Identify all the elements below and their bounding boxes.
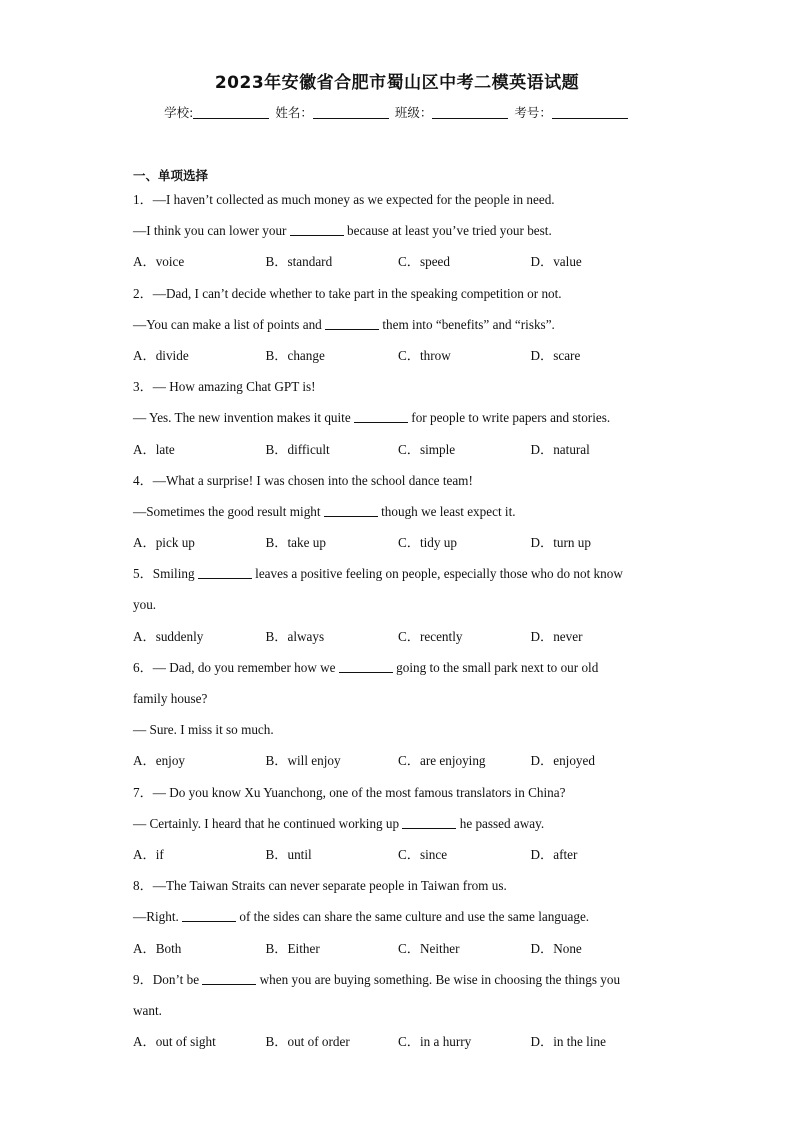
option-a[interactable]: A．Both [133, 940, 182, 956]
option-d[interactable]: D．scare [530, 347, 581, 363]
question-1 [133, 188, 663, 282]
stem-text: family house? [133, 691, 208, 706]
option-b[interactable]: B．take up [265, 535, 326, 551]
stem-text: 3．— How amazing Chat GPT is! [133, 379, 316, 395]
class-label: 班级： [394, 105, 433, 120]
question-stem-line [133, 968, 663, 999]
option-c[interactable]: C．recently [398, 628, 463, 644]
stem-text: going to the small park next to our old [392, 659, 599, 675]
stem-text: when you are buying something. Be wise in choosing the things you [256, 971, 621, 987]
option-d[interactable]: D．in the line [530, 1034, 606, 1050]
exam-number-label: 考号： [514, 105, 552, 120]
answer-blank[interactable] [182, 909, 236, 922]
question-2 [133, 282, 663, 376]
answer-blank[interactable] [202, 972, 256, 985]
option-a[interactable]: A．pick up [133, 535, 195, 551]
question-3 [133, 375, 663, 469]
option-b[interactable]: B．always [265, 628, 325, 644]
option-row [133, 749, 663, 780]
option-c[interactable]: C．are enjoying [398, 753, 486, 769]
option-c[interactable]: C．tidy up [398, 535, 457, 551]
school-field[interactable] [193, 106, 269, 119]
stem-text: —I think you can lower your [133, 223, 290, 239]
answer-blank[interactable] [325, 317, 379, 330]
class-field[interactable] [432, 106, 508, 119]
question-stem-line [133, 562, 663, 593]
question-6 [133, 656, 663, 781]
option-a[interactable]: A．late [133, 441, 175, 457]
stem-text: though we least expect it. [377, 503, 516, 519]
option-row [133, 531, 663, 562]
answer-blank[interactable] [402, 816, 456, 829]
answer-blank[interactable] [324, 504, 378, 517]
question-stem-line [133, 999, 663, 1030]
stem-text: — Certainly. I heard that he continued working up [133, 815, 403, 831]
question-stem-line [133, 687, 663, 718]
option-b[interactable]: B．out of order [265, 1034, 350, 1050]
stem-text: 6．— Dad, do you remember how we [133, 659, 339, 675]
stem-text: —Right. [133, 909, 183, 925]
page-title: 2023年安徽省合肥市蜀山区中考二模英语试题 [214, 73, 580, 93]
option-row [133, 843, 663, 874]
stem-text: 4．—What a surprise! I was chosen into the school dance team! [133, 472, 473, 488]
section-title: 一、单项选择 [133, 168, 209, 183]
option-d[interactable]: D．value [530, 254, 582, 270]
question-stem-line [133, 406, 663, 437]
answer-blank[interactable] [290, 223, 344, 236]
stem-text: them into “benefits” and “risks”. [379, 316, 555, 332]
stem-text: 2．—Dad, I can’t decide whether to take part in the speaking competition or not. [133, 285, 562, 301]
question-stem-line [133, 812, 663, 843]
stem-text: he passed away. [456, 815, 545, 831]
question-stem-line [133, 375, 663, 406]
option-d[interactable]: D．natural [530, 441, 590, 457]
name-label: 姓名： [275, 105, 313, 120]
question-stem-line [133, 781, 663, 812]
option-a[interactable]: A．voice [133, 254, 185, 270]
option-d[interactable]: D．never [530, 628, 583, 644]
option-c[interactable]: C．Neither [398, 940, 460, 956]
question-stem-line [133, 469, 663, 500]
student-info-row [0, 103, 794, 121]
option-row [133, 438, 663, 469]
question-stem-line [133, 313, 663, 344]
option-c[interactable]: C．throw [398, 347, 451, 363]
stem-text: —You can make a list of points and [133, 316, 326, 332]
option-row [133, 1030, 663, 1061]
stem-text: —Sometimes the good result might [133, 503, 324, 519]
stem-text: of the sides can share the same culture and use the same language. [236, 909, 590, 925]
option-a[interactable]: A．if [133, 846, 164, 862]
answer-blank[interactable] [339, 660, 393, 673]
question-stem-line [133, 593, 663, 624]
option-c[interactable]: C．speed [398, 254, 451, 270]
school-label: 学校: [164, 105, 194, 120]
question-8 [133, 874, 663, 968]
option-row [133, 937, 663, 968]
option-c[interactable]: C．since [398, 846, 448, 862]
stem-text: 5．Smiling [133, 566, 198, 582]
question-stem-line [133, 188, 663, 219]
question-stem-line [133, 500, 663, 531]
question-stem-line [133, 874, 663, 905]
stem-text: 8．—The Taiwan Straits can never separate people in Taiwan from us. [133, 878, 507, 894]
option-a[interactable]: A．out of sight [133, 1034, 216, 1050]
question-stem-line [133, 656, 663, 687]
option-a[interactable]: A．enjoy [133, 753, 186, 769]
name-field[interactable] [313, 106, 389, 119]
option-b[interactable]: B．change [265, 347, 325, 363]
stem-text: want. [133, 1002, 162, 1018]
question-7 [133, 781, 663, 875]
stem-text: 1．—I haven’t collected as much money as we expected for the people in need. [133, 192, 555, 207]
answer-blank[interactable] [354, 410, 408, 423]
exam-number-field[interactable] [552, 106, 628, 119]
question-stem-line [133, 718, 663, 749]
question-list [133, 188, 663, 1061]
option-a[interactable]: A．suddenly [133, 628, 204, 644]
stem-text: leaves a positive feeling on people, especially those who do not know [251, 566, 623, 582]
option-d[interactable]: D．enjoyed [530, 753, 595, 769]
option-b[interactable]: B．until [265, 846, 312, 862]
question-4 [133, 469, 663, 563]
stem-text: for people to write papers and stories. [408, 410, 611, 426]
question-9 [133, 968, 663, 1062]
stem-text: — Sure. I miss it so much. [133, 722, 274, 738]
stem-text: you. [133, 597, 157, 613]
question-stem-line [133, 282, 663, 313]
stem-text: because at least you’ve tried your best. [343, 223, 552, 239]
stem-text: 9．Don’t be [133, 971, 203, 987]
option-d[interactable]: D．None [530, 940, 582, 956]
option-c[interactable]: C．in a hurry [398, 1034, 472, 1050]
stem-text: — Yes. The new invention makes it quite [133, 410, 354, 426]
option-b[interactable]: B．standard [265, 254, 333, 270]
option-row [133, 344, 663, 375]
option-d[interactable]: D．turn up [530, 535, 591, 551]
option-c[interactable]: C．simple [398, 441, 456, 457]
option-row [133, 250, 663, 281]
option-b[interactable]: B．difficult [265, 441, 330, 457]
question-5 [133, 562, 663, 656]
option-b[interactable]: B．Either [265, 940, 320, 956]
question-stem-line [133, 905, 663, 936]
question-stem-line [133, 219, 663, 250]
option-b[interactable]: B．will enjoy [265, 753, 341, 769]
stem-text: 7．— Do you know Xu Yuanchong, one of the most famous translators in China? [133, 784, 566, 800]
option-row [133, 625, 663, 656]
answer-blank[interactable] [198, 566, 252, 579]
option-a[interactable]: A．divide [133, 347, 189, 363]
option-d[interactable]: D．after [530, 846, 578, 862]
